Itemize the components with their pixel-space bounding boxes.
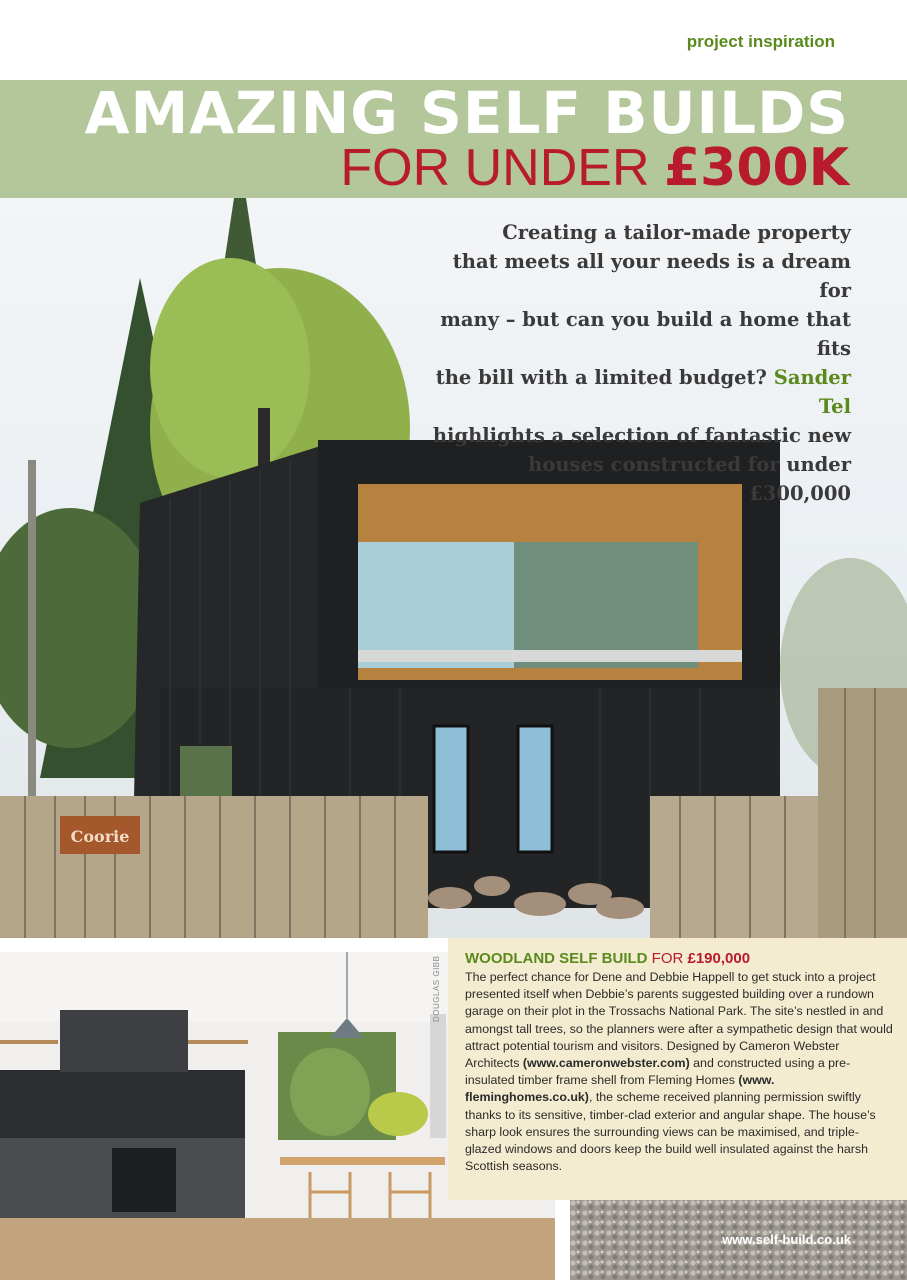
section-tag: project inspiration xyxy=(686,32,835,51)
fence-tall xyxy=(818,688,907,938)
headline-prefix: FOR UNDER xyxy=(340,139,664,197)
headline-line1: AMAZING SELF BUILDS xyxy=(84,79,849,147)
standfirst-line: highlights a selection of fantastic new xyxy=(432,424,851,447)
chimney xyxy=(258,408,270,468)
headline-price: £300K xyxy=(663,138,849,198)
splashback xyxy=(0,1070,245,1138)
ground-window xyxy=(180,746,232,798)
photo-credit: DOUGLAS GIBB xyxy=(432,955,441,1022)
herringbone-floor xyxy=(0,1218,555,1280)
author-name: Sander Tel xyxy=(773,366,851,418)
birch-tree-top xyxy=(150,258,310,478)
shelf xyxy=(0,1040,58,1044)
dining-table xyxy=(280,1157,445,1165)
standfirst-line: Creating a tailor-made property xyxy=(502,221,851,244)
wall-cabinet xyxy=(60,1010,188,1072)
tall-window-left xyxy=(434,726,468,852)
builder-link[interactable]: (www. fleminghomes.co.uk) xyxy=(465,1073,775,1105)
window-pane xyxy=(358,542,514,668)
standfirst-line: the bill with a limited budget? xyxy=(435,366,774,389)
featured-for: FOR xyxy=(647,950,688,967)
featured-body xyxy=(465,969,893,1175)
website-url[interactable]: www.self-build.co.uk xyxy=(722,1232,851,1247)
headline-line2 xyxy=(340,138,849,198)
featured-title: WOODLAND SELF BUILD xyxy=(465,950,648,967)
radiator xyxy=(430,1014,446,1138)
tall-window-right xyxy=(518,726,552,852)
pole xyxy=(28,460,36,820)
body-text: The perfect chance for Dene and Debbie Happell to get stuck into a project presented itself when Debbie’s parents suggested building over a rundown garage on their plot in the Trossachs National Park. The site’s nestled in and amongst tall trees, so the planners were after a sympathetic design that would attract potential tourism and visitors. Designed by Cameron Webster Architects xyxy=(465,970,893,1071)
body-text: , the scheme received planning permission swiftly thanks to its sensitive, timber-clad exterior and angular shape. The house’s sharp look ensures the surrounding views can be maximised, and triple-glazed windows and doors keep the build well insulated against the harsh Scottish seasons. xyxy=(465,1090,876,1174)
standfirst xyxy=(421,218,851,508)
flowers xyxy=(368,1092,428,1136)
window-reflection xyxy=(514,542,698,668)
architect-link[interactable]: (www.cameronwebster.com) xyxy=(522,1056,690,1071)
body-text: and constructed using a pre-insulated timber frame shell from Fleming Homes xyxy=(465,1056,851,1088)
featured-heading xyxy=(465,950,750,968)
oven xyxy=(112,1148,176,1212)
standfirst-line: many – but can you build a home that fits xyxy=(440,308,851,360)
window-sill xyxy=(358,650,742,662)
fence-right xyxy=(650,796,820,938)
shelf xyxy=(188,1040,248,1044)
coorie-sign-text: Coorie xyxy=(70,827,130,846)
featured-price: £190,000 xyxy=(687,950,751,967)
garden-tree xyxy=(290,1048,370,1136)
standfirst-line: houses constructed for under £300,000 xyxy=(528,453,851,505)
standfirst-line: that meets all your needs is a dream for xyxy=(452,250,851,302)
